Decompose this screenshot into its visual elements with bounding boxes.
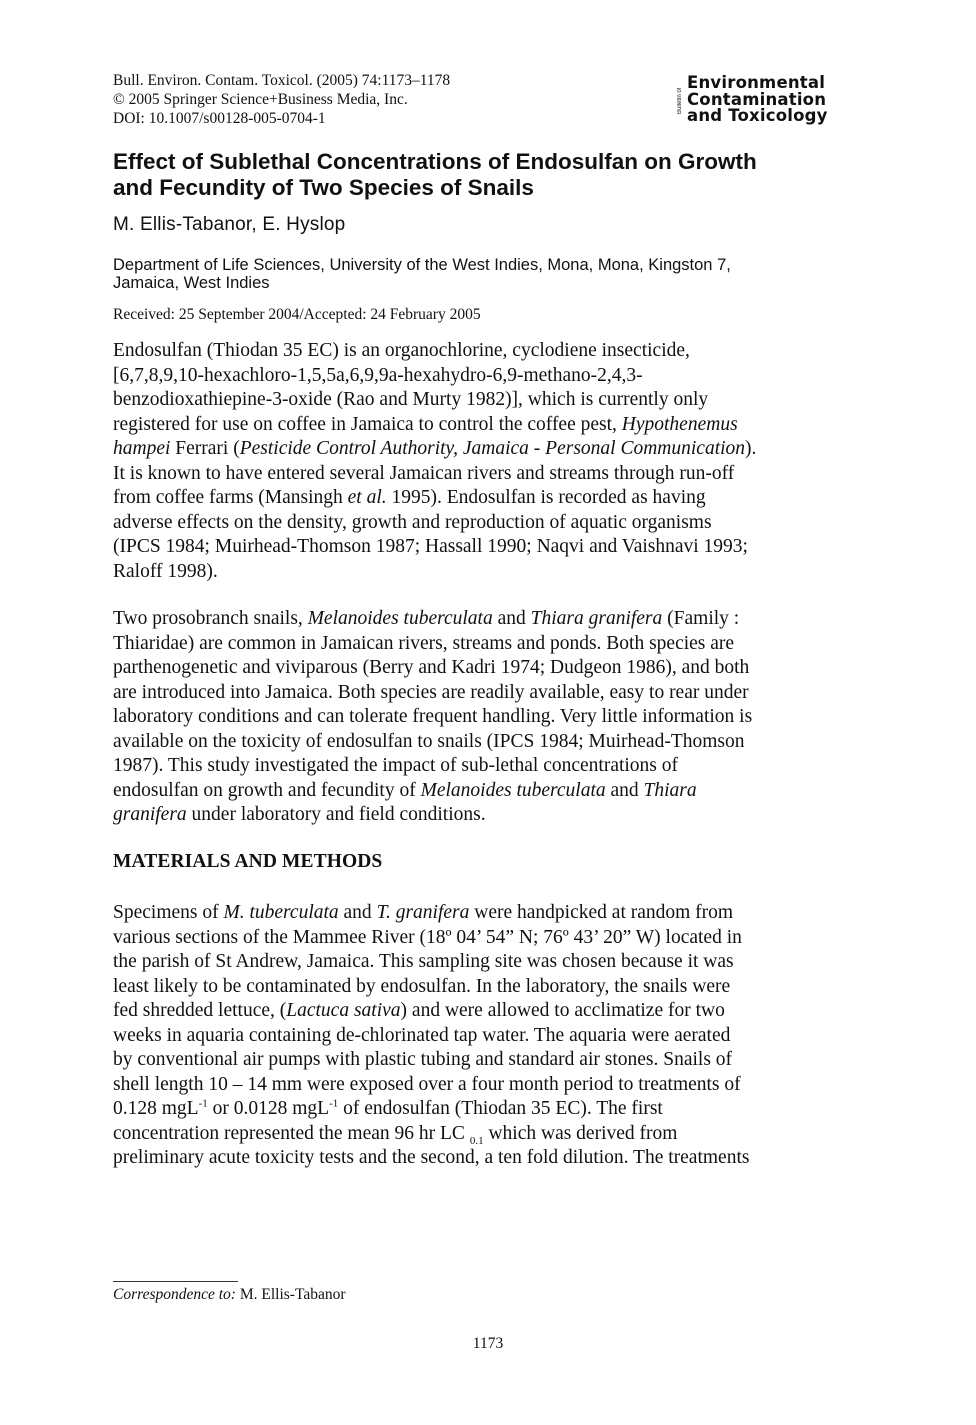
article-title xyxy=(113,149,853,201)
text-line: 1987). This study investigated the impact of sub-lethal concentrations of xyxy=(113,755,679,776)
footnote-divider xyxy=(113,1281,238,1282)
text-line: available on the toxicity of endosulfan to snails (IPCS 1984; Muirhead-Thomson xyxy=(113,730,745,752)
authors: M. Ellis-Tabanor, E. Hyslop xyxy=(113,214,346,235)
correspondence-footnote xyxy=(113,1286,346,1304)
title-line: and Fecundity of Two Species of Snails xyxy=(113,175,534,200)
text-line: are introduced into Jamaica. Both species are readily available, easy to rear under xyxy=(113,681,749,703)
text-line: [6,7,8,9,10-hexachloro-1,5,5a,6,9,9a-hexahydro-6,9-methano-2,4,3- xyxy=(113,364,643,386)
text-line: Raloff 1998). xyxy=(113,560,218,582)
affiliation xyxy=(113,256,853,292)
text-line: fed shredded lettuce, (Lactuca sativa) and were allowed to acclimatize for two xyxy=(113,1000,725,1021)
text-line: weeks in aquaria containing de-chlorinated tap water. The aquaria were aerated xyxy=(113,1024,731,1046)
copyright-line: © 2005 Springer Science+Business Media, Inc. xyxy=(113,91,408,108)
footnote-label: Correspondence to: xyxy=(113,1286,236,1303)
title-line: Effect of Sublethal Concentrations of Endosulfan on Growth xyxy=(113,149,757,174)
intro-paragraph-1 xyxy=(113,339,873,584)
text-line: by conventional air pumps with plastic tubing and standard air stones. Snails of xyxy=(113,1049,733,1070)
received-accepted-dates: Received: 25 September 2004/Accepted: 24 February 2005 xyxy=(113,306,481,323)
text-line: Thiaridae) are common in Jamaican rivers, streams and ponds. Both species are xyxy=(113,632,735,654)
citation-block xyxy=(113,71,450,128)
text-line: shell length 10 – 14 mm were exposed over a four month period to treatments of xyxy=(113,1073,741,1095)
text-line: (IPCS 1984; Muirhead-Thomson 1987; Hassall 1990; Naqvi and Vaishnavi 1993; xyxy=(113,536,748,557)
text-line: Two prosobranch snails, Melanoides tuberculata and Thiara granifera (Family : xyxy=(113,608,740,629)
affiliation-line: Jamaica, West Indies xyxy=(113,274,270,292)
text-line: Specimens of M. tuberculata and T. granifera were handpicked at random from xyxy=(113,902,734,923)
text-line: least likely to be contaminated by endosulfan. In the laboratory, the snails were xyxy=(113,975,731,997)
text-line: adverse effects on the density, growth and reproduction of aquatic organisms xyxy=(113,511,712,533)
text-line: It is known to have entered several Jamaican rivers and streams through run-off xyxy=(113,462,735,484)
methods-paragraph xyxy=(113,901,873,1171)
citation-line: Bull. Environ. Contam. Toxicol. (2005) 74:1173–1178 xyxy=(113,72,451,89)
text-line: 0.128 mgL$^{-1}$ or 0.0128 mgL$^{-1}$ of endosulfan (Thiodan 35 EC). The first xyxy=(113,1097,663,1119)
text-line: granifera under laboratory and field conditions. xyxy=(113,804,486,825)
journal-logo xyxy=(677,75,839,127)
journal-logo-side-text: Bulletin of xyxy=(677,87,683,115)
affiliation-line: Department of Life Sciences, University of the West Indies, Mona, Mona, Kingston 7, xyxy=(113,256,731,274)
doi-line: DOI: 10.1007/s00128-005-0704-1 xyxy=(113,110,326,127)
section-heading: MATERIALS AND METHODS xyxy=(113,851,383,872)
text-line: endosulfan on growth and fecundity of Melanoides tuberculata and Thiara xyxy=(113,779,697,801)
text-line: parthenogenetic and viviparous (Berry and Kadri 1974; Dudgeon 1986), and both xyxy=(113,657,750,678)
text-line: the parish of St Andrew, Jamaica. This sampling site was chosen because it was xyxy=(113,951,734,972)
text-line: Endosulfan (Thiodan 35 EC) is an organochlorine, cyclodiene insecticide, xyxy=(113,340,690,361)
journal-logo-line: Environmental xyxy=(687,73,826,92)
journal-logo-line: and Toxicology xyxy=(687,106,828,125)
page-number: 1173 xyxy=(472,1335,504,1352)
text-line: preliminary acute toxicity tests and the second, a ten fold dilution. The treatments xyxy=(113,1147,750,1168)
text-line: concentration represented the mean 96 hr LC $_{0.1}$ which was derived from xyxy=(113,1122,678,1147)
text-line: registered for use on coffee in Jamaica to control the coffee pest, Hypothenemus xyxy=(113,413,738,435)
text-line: laboratory conditions and can tolerate frequent handling. Very little information is xyxy=(113,706,753,727)
text-line: from coffee farms (Mansingh et al. 1995). Endosulfan is recorded as having xyxy=(113,487,706,508)
intro-paragraph-2 xyxy=(113,607,873,828)
text-line: benzodioxathiepine-3-oxide (Rao and Murty 1982)], which is currently only xyxy=(113,389,709,410)
journal-logo-line: Contamination xyxy=(687,89,827,109)
footnote-text: M. Ellis-Tabanor xyxy=(235,1286,346,1303)
text-line: various sections of the Mammee River (18º 04’ 54” N; 76º 43’ 20” W) located in xyxy=(113,926,742,948)
text-line: hampei Ferrari (Pesticide Control Authority, Jamaica - Personal Communication). xyxy=(113,438,757,459)
